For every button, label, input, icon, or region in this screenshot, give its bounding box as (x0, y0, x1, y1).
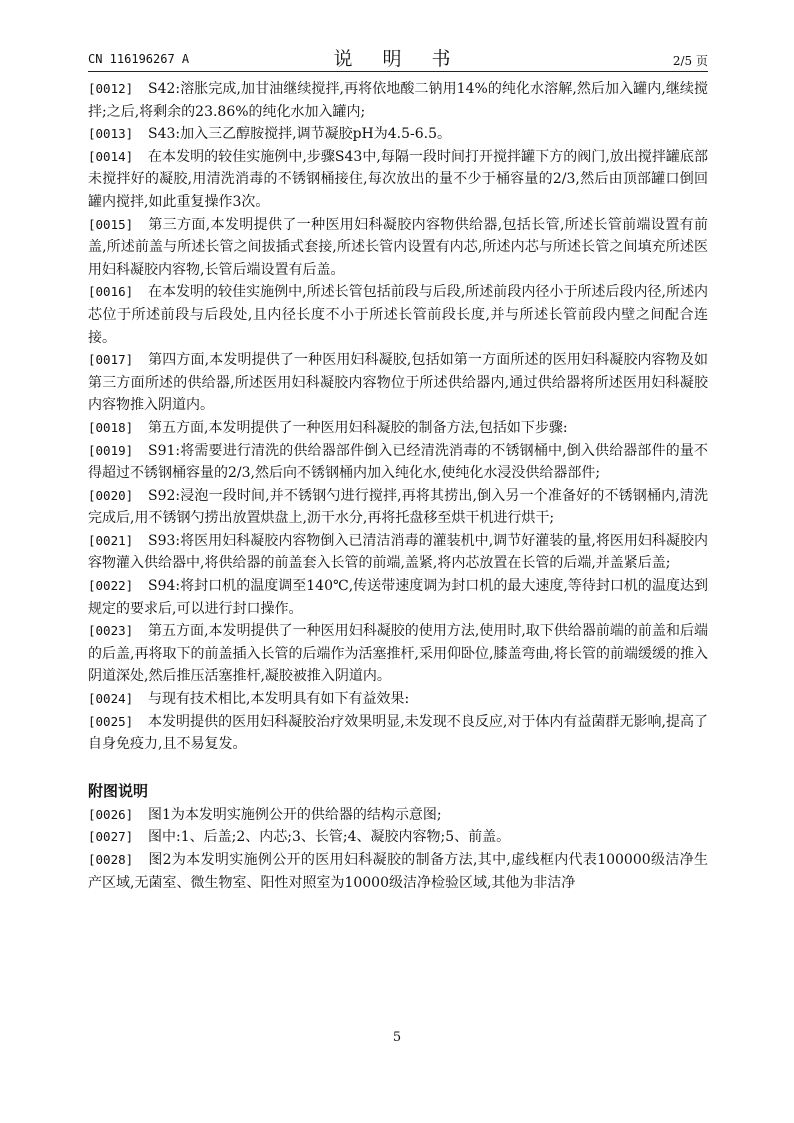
paragraph (88, 826, 708, 849)
paragraph-text: S92:浸泡一段时间,并不锈钢勺进行搅拌,再将其捞出,倒入另一个准备好的不锈钢桶内,清洗完成后,用不锈钢勺捞出放置烘盘上,沥干水分,再将托盘移至烘干机进行烘干; (88, 487, 708, 527)
paragraph (88, 530, 708, 575)
paragraph-number: [0023] (88, 623, 134, 639)
paragraph-text: 图2为本发明实施例公开的医用妇科凝胶的制备方法,其中,虚线框内代表100000级洁净生产区域,无菌室、微生物室、阳性对照室为10000级洁净检验区域,其他为非洁净 (88, 852, 708, 891)
paragraph (88, 214, 708, 282)
paragraph (88, 78, 708, 123)
paragraph-number: [0020] (88, 487, 134, 503)
paragraph-number: [0017] (88, 352, 134, 368)
paragraph-text: 本发明提供的医用妇科凝胶治疗效果明显,未发现不良反应,对于体内有益菌群无影响,提高了自身免疫力,且不易复发。 (88, 713, 708, 753)
paragraph (88, 349, 708, 417)
paragraph-text: S94:将封口机的温度调至140℃,传送带速度调为封口机的最大速度,等待封口机的温度达到规定的要求后,可以进行封口操作。 (88, 578, 708, 617)
paragraph-list-bottom (88, 804, 708, 894)
document-title: 说 明 书 (333, 48, 463, 70)
paragraph-number: [0019] (88, 442, 134, 458)
paragraph-text: 与现有技术相比,本发明具有如下有益效果: (148, 691, 410, 708)
paragraph-number: [0015] (88, 216, 134, 232)
paragraph-text: S91:将需要进行清洗的供给器部件倒入已经清洗消毒的不锈钢桶中,倒入供给器部件的量不得超过不锈钢桶容量的2/3,然后向不锈钢桶内加入纯化水,使纯化水浸没供给器部件; (88, 442, 708, 482)
paragraph (88, 575, 708, 620)
paragraph-text: 第四方面,本发明提供了一种医用妇科凝胶,包括如第一方面所述的医用妇科凝胶内容物及如第三方面所述的供给器,所述医用妇科凝胶内容物位于所述供给器内,通过供给器将所述医用妇科凝胶内容物推入阴道内。 (88, 352, 708, 414)
paragraph-text: 第五方面,本发明提供了一种医用妇科凝胶的使用方法,使用时,取下供给器前端的前盖和后端的后盖,再将取下的前盖插入长管的后端作为活塞推杆,采用仰卧位,膝盖弯曲,将长管的前端缓缓的推入阴道深处,然后推压活塞推杆,凝胶被推入阴道内。 (88, 623, 708, 685)
paragraph-number: [0021] (88, 532, 134, 548)
paragraph (88, 281, 708, 349)
paragraph-text: S42:溶胀完成,加甘油继续搅拌,再将依地酸二钠用14%的纯化水溶解,然后加入罐内,继续搅拌;之后,将剩余的23.86%的纯化水加入罐内; (88, 81, 708, 120)
paragraph (88, 123, 708, 146)
paragraph (88, 146, 708, 214)
header-divider (88, 71, 708, 72)
paragraph-text: 在本发明的较佳实施例中,所述长管包括前段与后段,所述前段内径小于所述后段内径,所述内芯位于所述前段与后段处,且内径长度不小于所述长管前段长度,并与所述长管前段内壁之间配合连接。 (88, 284, 708, 346)
page-number: 5 (392, 1030, 402, 1045)
paragraph-number: [0022] (88, 578, 134, 594)
page-indicator: 2/5 页 (672, 54, 708, 68)
paragraph-number: [0014] (88, 148, 134, 164)
paragraph (88, 440, 708, 485)
paragraph-text: 在本发明的较佳实施例中,步骤S43中,每隔一段时间打开搅拌罐下方的阀门,放出搅拌罐底部未搅拌好的凝胶,用清洗消毒的不锈钢桶接住,每次放出的量不少于桶容量的2/3,然后由顶部罐口倒回罐内搅拌,如此重复操作3次。 (88, 148, 708, 210)
paragraph (88, 849, 708, 894)
paragraph (88, 485, 708, 530)
paragraph-text: 图1为本发明实施例公开的供给器的结构示意图; (148, 806, 442, 823)
paragraph-number: [0012] (88, 81, 134, 96)
paragraph (88, 804, 708, 827)
paragraph-number: [0016] (88, 284, 134, 300)
page-header (88, 44, 708, 70)
paragraph-text: 第五方面,本发明提供了一种医用妇科凝胶的制备方法,包括如下步骤: (148, 419, 568, 436)
paragraph-number: [0013] (88, 126, 134, 142)
paragraph (88, 688, 708, 711)
paragraph (88, 711, 708, 756)
paragraph-text: S93:将医用妇科凝胶内容物倒入已清洁消毒的灌装机中,调节好灌装的量,将医用妇科凝胶内容物灌入供给器中,将供给器的前盖套入长管的前端,盖紧,将内芯放置在长管的后端,并盖紧后盖; (88, 532, 708, 572)
document-body (88, 78, 708, 894)
patent-number: CN 116196267 A (88, 52, 190, 66)
paragraph-text: S43:加入三乙醇胺搅拌,调节凝胶pH为4.5-6.5。 (148, 126, 452, 143)
paragraph-list-top (88, 78, 708, 756)
paragraph-number: [0028] (88, 852, 134, 867)
paragraph-number: [0027] (88, 829, 134, 845)
paragraph-number: [0024] (88, 691, 134, 707)
paragraph (88, 417, 708, 440)
paragraph (88, 620, 708, 688)
paragraph-number: [0026] (88, 806, 134, 822)
paragraph-number: [0018] (88, 419, 134, 435)
section-heading: 附图说明 (88, 781, 149, 800)
paragraph-text: 第三方面,本发明提供了一种医用妇科凝胶内容物供给器,包括长管,所述长管前端设置有前盖,所述前盖与所述长管之间拔插式套接,所述长管内设置有内芯,所述内芯与所述长管之间填充所述医用妇科凝胶内容物,长管后端设置有后盖。 (88, 216, 708, 278)
paragraph-number: [0025] (88, 713, 134, 729)
paragraph-text: 图中:1、后盖;2、内芯;3、长管;4、凝胶内容物;5、前盖。 (148, 829, 511, 846)
